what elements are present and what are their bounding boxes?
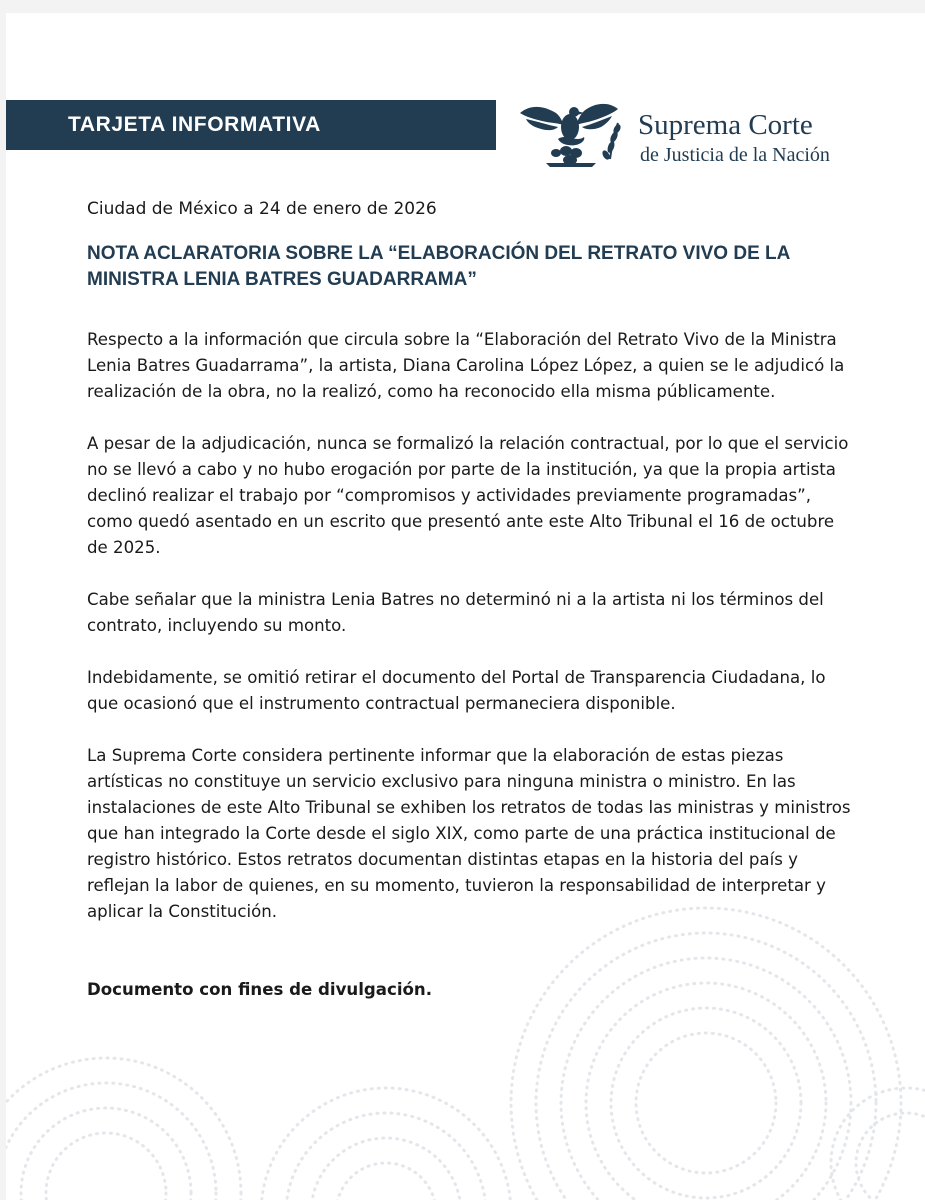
paragraph: La Suprema Corte considera pertinente informar que la elaboración de estas piezas artísticas no constituye un servicio exclusivo para ninguna ministra o ministro. En las instalaciones de este Alto Tribunal se exhiben los retratos de todas las ministras y ministros que han integrado la Corte desde el siglo XIX, como parte de una práctica institucional de registro histórico. Estos retratos documentan distintas etapas en la historia del país y reflejan la labor de quienes, en su momento, tuvieron la responsabilidad de interpretar y aplicar la Constitución. bbox=[87, 746, 851, 921]
coat-of-arms-icon bbox=[518, 93, 628, 171]
document-heading: NOTA ACLARATORIA SOBRE LA “ELABORACIÓN DEL RETRATO VIVO DE LA MINISTRA LENIA BATRES GUADARRAMA” bbox=[87, 243, 790, 290]
header-banner bbox=[6, 100, 496, 150]
document-page bbox=[6, 13, 925, 1200]
logo-title: Suprema Corte bbox=[638, 109, 813, 141]
banner-title: TARJETA INFORMATIVA bbox=[68, 113, 321, 136]
paragraph: Respecto a la información que circula sobre la “Elaboración del Retrato Vivo de la Ministra Lenia Batres Guadarrama”, la artista, Diana Carolina López López, a quien se le adjudicó la realización de la obra, no la realizó, como ha reconocido ella misma públicamente. bbox=[87, 330, 845, 401]
paragraph: Cabe señalar que la ministra Lenia Batres no determinó ni a la artista ni los términos del contrato, incluyendo su monto. bbox=[87, 590, 824, 635]
paragraph: Indebidamente, se omitió retirar el documento del Portal de Transparencia Ciudadana, lo que ocasionó que el instrumento contractual permaneciera disponible. bbox=[87, 668, 826, 713]
document-date: Ciudad de México a 24 de enero de 2026 bbox=[87, 199, 437, 219]
paragraph: A pesar de la adjudicación, nunca se formalizó la relación contractual, por lo que el servicio no se llevó a cabo y no hubo erogación por parte de la institución, ya que la propia artista declinó realizar el trabajo por “compromisos y actividades previamente programadas”, como quedó asentado en un escrito que presentó ante este Alto Tribunal el 16 de octubre de 2025. bbox=[87, 434, 849, 557]
document-body bbox=[87, 193, 857, 1020]
scjn-logo bbox=[518, 93, 918, 166]
footer-note: Documento con fines de divulgación. bbox=[87, 980, 433, 999]
logo-subtitle: de Justicia de la Nación bbox=[640, 144, 830, 166]
